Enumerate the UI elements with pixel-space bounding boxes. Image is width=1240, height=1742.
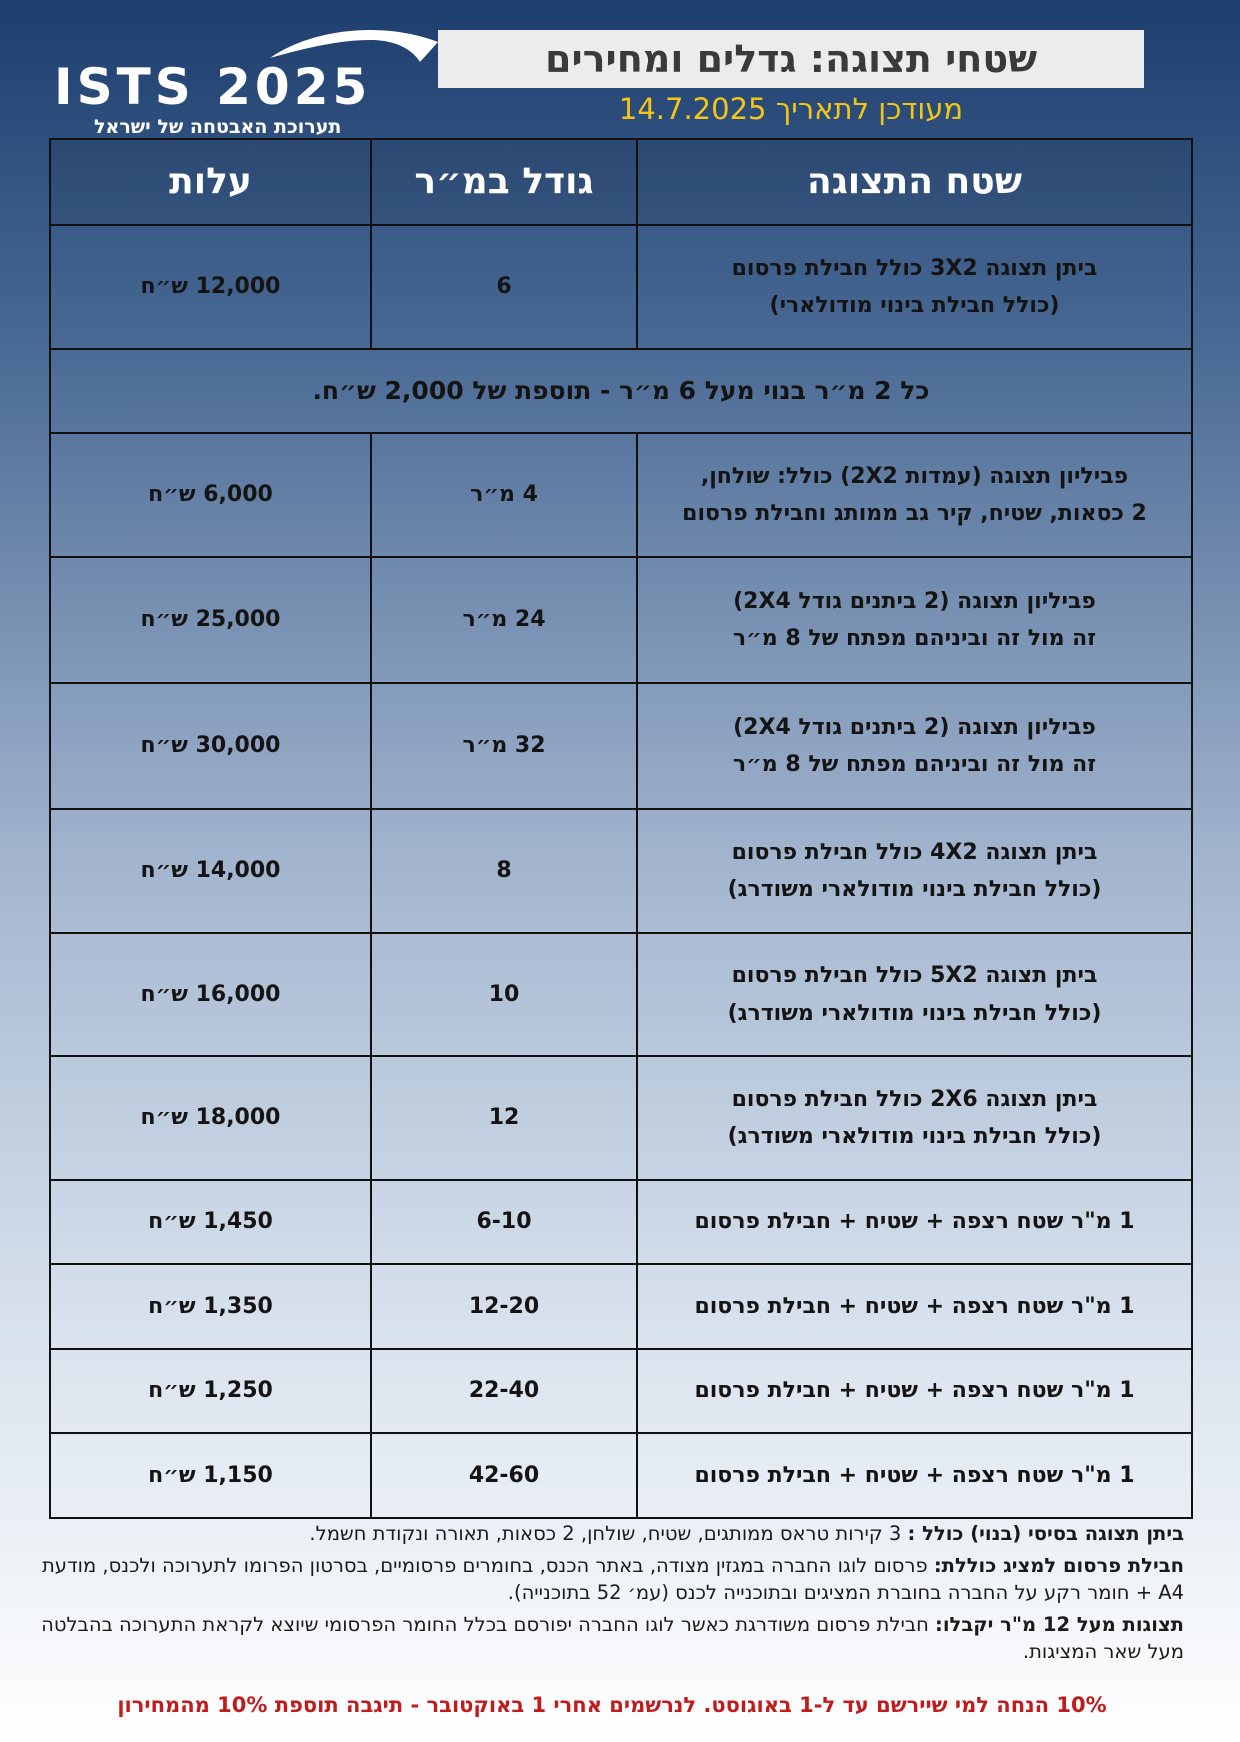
note-basic-booth [40, 1520, 1184, 1547]
row-description-line: 2 כסאות, שטיח, קיר גב ממותג וחבילת פרסום [682, 501, 1147, 526]
column-header-price: עלות [50, 139, 371, 225]
row-size: 24 מ״ר [371, 557, 637, 683]
page-title-text: שטחי תצוגה: גדלים ומחירים [545, 37, 1038, 81]
table-row [50, 1349, 1192, 1433]
row-price: 6,000 ש״ח [50, 433, 371, 557]
row-price: 1,250 ש״ח [50, 1349, 371, 1433]
row-size: 6 [371, 225, 637, 349]
pricing-table [49, 138, 1193, 1519]
row-description-line: (כולל חבילת בינוי מודולארי משודרג) [727, 877, 1102, 902]
row-price: 25,000 ש״ח [50, 557, 371, 683]
row-size: 32 מ״ר [371, 683, 637, 809]
note-label: ביתן תצוגה בסיסי (בנוי) כולל : [907, 1522, 1184, 1545]
row-description-line: ביתן תצוגה 3X2 כולל חבילת פרסום [731, 255, 1098, 281]
row-price: 16,000 ש״ח [50, 933, 371, 1056]
extra-build-note: כל 2 מ״ר בנוי מעל 6 מ״ר - תוספת של 2,000 ש״ח. [50, 349, 1192, 433]
row-description-line: זה מול זה וביניהם מפתח של 8 מ״ר [732, 752, 1097, 777]
page-title [438, 30, 1144, 88]
row-description [637, 225, 1192, 349]
table-row [50, 557, 1192, 683]
row-description [637, 1056, 1192, 1180]
table-row [50, 433, 1192, 557]
row-price: 30,000 ש״ח [50, 683, 371, 809]
table-row [50, 1180, 1192, 1264]
table-row [50, 683, 1192, 809]
note-ad-package [40, 1552, 1184, 1606]
note-label: תצוגות מעל 12 מ"ר יקבלו: [935, 1613, 1184, 1636]
table-row-note [50, 349, 1192, 433]
row-description: 1 מ"ר שטח רצפה + שטיח + חבילת פרסום [637, 1349, 1192, 1433]
note-label: חבילת פרסום למציג כוללת: [933, 1554, 1184, 1577]
row-size: 12 [371, 1056, 637, 1180]
row-description-line: (כולל חבילת בינוי מודולארי משודרג) [727, 1000, 1102, 1026]
row-price: 18,000 ש״ח [50, 1056, 371, 1180]
row-description-line: ביתן תצוגה 2X6 כולל חבילת פרסום [731, 1086, 1098, 1112]
table-row [50, 1433, 1192, 1518]
note-text: פרסום לוגו החברה במגזין מצודה, באתר הכנס, בחומרים פרסומיים, בסרטון הפרומו לתערוכה ולכנס, מודעת A4 + חומר רקע על החברה בחוברת המציגים ובתוכנייה לכנס (עמ׳ 52 בתוכנייה). [41, 1554, 1184, 1604]
table-row [50, 809, 1192, 933]
row-size: 12-20 [371, 1264, 637, 1349]
row-description: 1 מ"ר שטח רצפה + שטיח + חבילת פרסום [637, 1433, 1192, 1518]
updated-date: מעודכן לתאריך 14.7.2025 [618, 92, 964, 126]
row-price: 14,000 ש״ח [50, 809, 371, 933]
note-text: חבילת פרסום משודרגת כאשר לוגו החברה יפורסם בכלל החומר הפרסומי שיוצא לקראת התערוכה בהבלטה מעל שאר המציגות. [41, 1613, 1184, 1663]
row-price: 1,150 ש״ח [50, 1433, 371, 1518]
column-header-area: שטח התצוגה [637, 139, 1192, 225]
row-size: 10 [371, 933, 637, 1056]
row-size: 22-40 [371, 1349, 637, 1433]
logo-tagline: תערוכת האבטחה של ישראל [94, 116, 342, 138]
discount-notice: 10% הנחה למי שיירשם עד ל-1 באוגוסט. לנרשמים אחרי 1 באוקטובר - תיגבה תוספת 10% מהמחירון [117, 1693, 1107, 1717]
row-size: 42-60 [371, 1433, 637, 1518]
row-size: 6-10 [371, 1180, 637, 1264]
row-description-line: (כולל חבילת בינוי מודולארי משודרג) [727, 1124, 1102, 1149]
table-row [50, 933, 1192, 1056]
row-description-line: ביתן תצוגה 5X2 כולל חבילת פרסום [731, 963, 1098, 989]
row-description-line: פביליון תצוגה (2 ביתנים גודל 2X4) [733, 588, 1096, 614]
logo [50, 20, 410, 138]
row-description [637, 557, 1192, 683]
column-header-size: גודל במ״ר [371, 139, 637, 225]
row-description-line: ביתן תצוגה 4X2 כולל חבילת פרסום [731, 839, 1098, 865]
note-text: 3 קירות טראס ממותגים, שטיח, שולחן, 2 כסאות, תאורה ונקודת חשמל. [309, 1522, 908, 1545]
table-row [50, 1056, 1192, 1180]
row-description-line: פביליון תצוגה (עמדות 2X2) כולל: שולחן, [700, 463, 1129, 489]
table-header-row [50, 139, 1192, 225]
row-description [637, 809, 1192, 933]
row-description-line: פביליון תצוגה (2 ביתנים גודל 2X4) [733, 714, 1096, 740]
row-description [637, 433, 1192, 557]
row-price: 1,450 ש״ח [50, 1180, 371, 1264]
row-description [637, 683, 1192, 809]
row-price: 12,000 ש״ח [50, 225, 371, 349]
row-size: 8 [371, 809, 637, 933]
note-large-booths [40, 1611, 1184, 1665]
row-description-line: זה מול זה וביניהם מפתח של 8 מ״ר [732, 626, 1097, 651]
table-row [50, 1264, 1192, 1349]
row-size: 4 מ״ר [371, 433, 637, 557]
logo-wordmark: ISTS 2025 [54, 58, 372, 116]
row-description: 1 מ"ר שטח רצפה + שטיח + חבילת פרסום [637, 1180, 1192, 1264]
row-description [637, 933, 1192, 1056]
row-description-line: (כולל חבילת בינוי מודולארי) [769, 293, 1060, 318]
row-price: 1,350 ש״ח [50, 1264, 371, 1349]
notes-section [40, 1520, 1184, 1670]
row-description: 1 מ"ר שטח רצפה + שטיח + חבילת פרסום [637, 1264, 1192, 1349]
table-row [50, 225, 1192, 349]
